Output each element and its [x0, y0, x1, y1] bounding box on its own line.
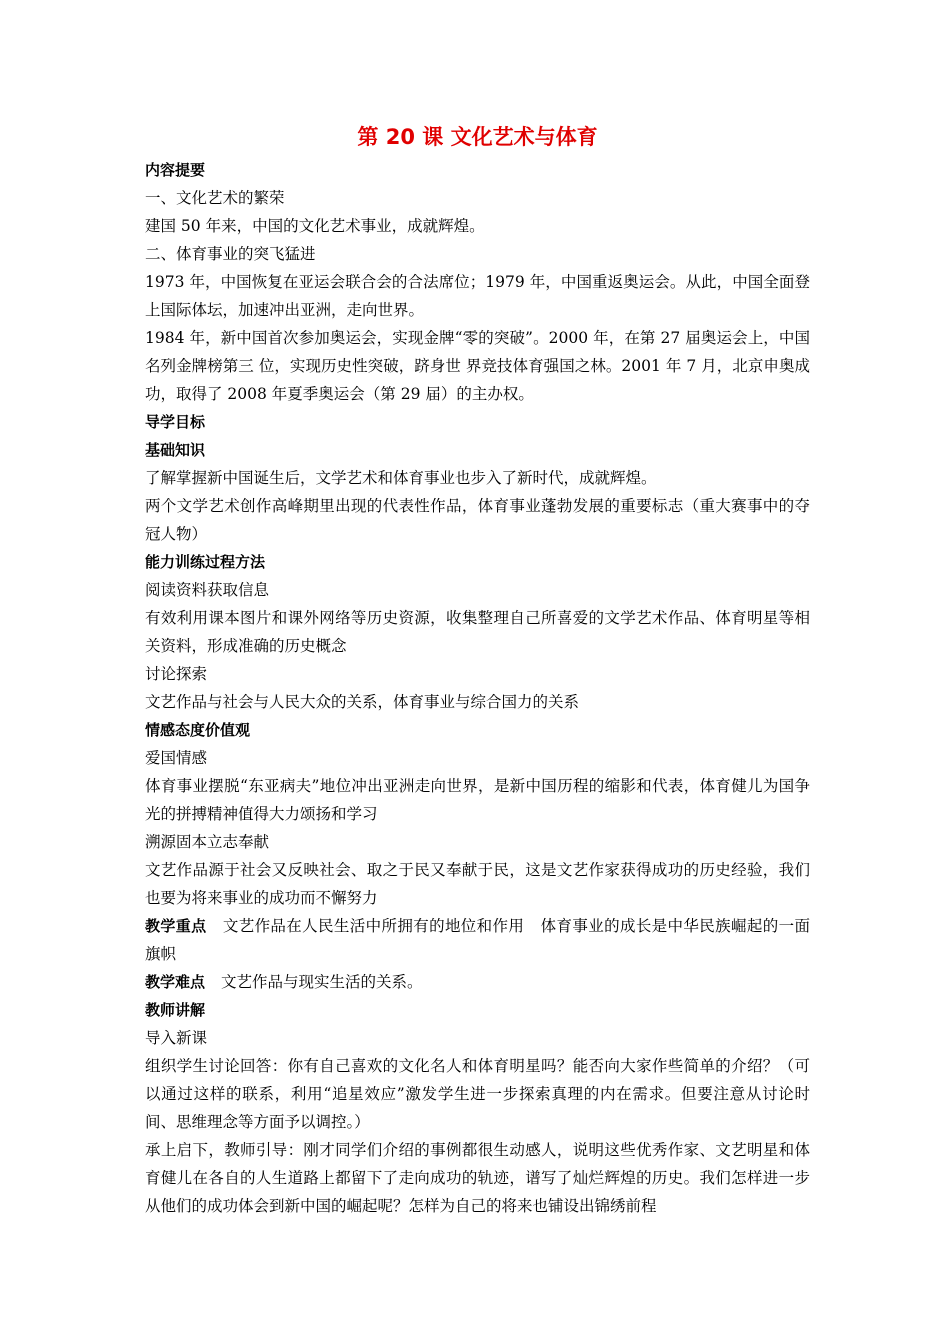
teaching-key-label: 教学重点 [145, 917, 207, 935]
ability-subheading-2: 讨论探索 [145, 665, 208, 683]
emotion-paragraph-2: 文艺作品源于社会又反映社会、取之于民又奉献于民，这是文艺作家获得成功的历史经验，我们也要为将来事业的成功而不懈努力 [145, 861, 810, 907]
emotion-paragraph-1: 体育事业摆脱“东亚病夫”地位冲出亚洲走向世界，是新中国历程的缩影和代表，体育健儿为国争光的拼搏精神值得大力颂扬和学习 [145, 777, 810, 823]
lecture-heading: 教师讲解 [145, 1001, 206, 1019]
emotion-subheading-1: 爱国情感 [145, 749, 208, 767]
section-1-title: 一、文化艺术的繁荣 [145, 189, 285, 207]
section-2-paragraph-2: 1984 年，新中国首次参加奥运会，实现金牌“零的突破”。2000 年，在第 27 届奥运会上，中国名列金牌榜第三 位，实现历史性突破，跻身世 界竞技体育强国之林。2001 年 7 月，北京申奥成功，取得了 2008 年夏季奥运会（第 29 届）的主办权。 [145, 329, 810, 403]
ability-heading: 能力训练过程方法 [145, 553, 266, 571]
teaching-key-text-1: 文艺作品在人民生活中所拥有的地位和作用 [222, 917, 525, 935]
emotion-heading: 情感态度价值观 [145, 721, 251, 739]
section-1-text: 建国 50 年来，中国的文化艺术事业，成就辉煌。 [145, 217, 485, 235]
teaching-difficulty-text: 文艺作品与现实生活的关系。 [221, 973, 423, 991]
basic-knowledge-heading: 基础知识 [145, 441, 206, 459]
section-2-paragraph-1: 1973 年，中国恢复在亚运会联合会的合法席位；1979 年，中国重返奥运会。从此，中国全面登上国际体坛，加速冲出亚洲，走向世界。 [145, 273, 810, 319]
basic-knowledge-paragraph-2: 两个文学艺术创作高峰期里出现的代表性作品，体育事业蓬勃发展的重要标志（重大赛事中的夺冠人物） [145, 497, 810, 543]
emotion-subheading-2: 溯源固本立志奉献 [145, 833, 270, 851]
ability-paragraph-1: 有效利用课本图片和课外网络等历史资源，收集整理自己所喜爱的文学艺术作品、体育明星等相关资料，形成准确的历史概念 [145, 609, 810, 655]
section-2-title: 二、体育事业的突飞猛进 [145, 245, 316, 263]
ability-subheading-1: 阅读资料获取信息 [145, 581, 270, 599]
lecture-paragraph-1: 组织学生讨论回答：你有自己喜欢的文化名人和体育明星吗？能否向大家作些简单的介绍？（可以通过这样的联系，利用“追星效应”激发学生进一步探索真理的内在需求。但要注意从讨论时间、思维理念等方面予以调控。） [145, 1057, 810, 1131]
page-title: 第 20 课 文化艺术与体育 [357, 125, 598, 149]
basic-knowledge-paragraph-1: 了解掌握新中国诞生后，文学艺术和体育事业也步入了新时代，成就辉煌。 [145, 469, 657, 487]
teaching-difficulty-label: 教学难点 [145, 973, 206, 991]
ability-paragraph-2: 文艺作品与社会与人民大众的关系，体育事业与综合国力的关系 [145, 693, 580, 711]
summary-heading: 内容提要 [145, 161, 206, 179]
lecture-paragraph-2: 承上启下，教师引导：刚才同学们介绍的事例都很生动感人，说明这些优秀作家、文艺明星和体育健儿在各自的人生道路上都留下了走向成功的轨迹，谱写了灿烂辉煌的历史。我们怎样进一步从他们的成功体会到新中国的崛起呢？怎样为自己的将来也铺设出锦绣前程 [145, 1141, 810, 1215]
lecture-subheading: 导入新课 [145, 1029, 208, 1047]
teaching-key-points [145, 912, 810, 968]
teaching-key-text-2: 体育事业的成长是中华民族崛起的一面旗帜 [145, 917, 810, 963]
goals-heading: 导学目标 [145, 413, 206, 431]
document-page [145, 120, 810, 1220]
teaching-difficulty [145, 968, 810, 996]
